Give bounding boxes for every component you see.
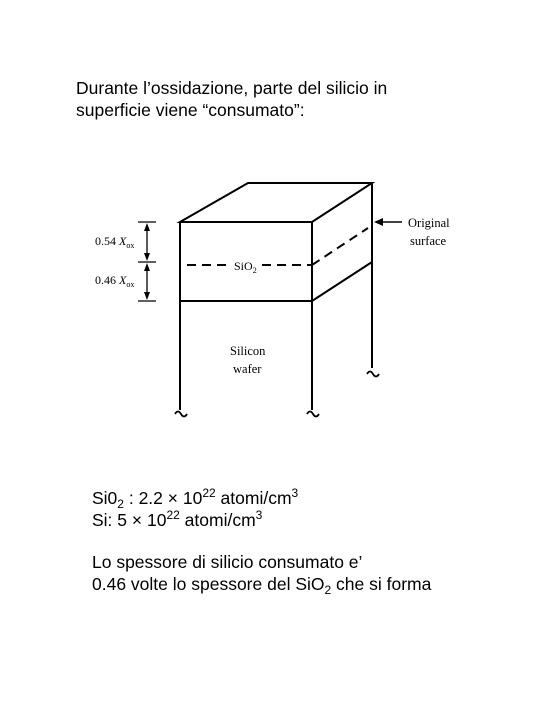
si-density: Si: $5 \times 10^{22}$ atomi/$cm^3$	[92, 508, 263, 530]
conclusion-text	[92, 551, 522, 595]
density-values	[92, 487, 512, 531]
side-interface	[312, 262, 372, 301]
sio2-density: $Si0_2$ : $2.2 \times 10^{22}$ atomi/$cm^3$	[92, 486, 299, 511]
sio2-label: SiO$_2$	[234, 259, 257, 275]
thickness-dimensions	[138, 222, 156, 301]
break-marks	[175, 372, 379, 417]
top-face	[180, 183, 372, 222]
break-mark-right	[367, 372, 379, 377]
break-mark-left	[175, 412, 187, 417]
original-surface-arrow	[374, 218, 402, 226]
intro-line-1: Durante l’ossidazione, parte del silicio in	[76, 78, 388, 98]
conclusion-line-1: Lo spessore di silicio consumato e’	[92, 552, 363, 572]
original-surface-label-1: Original	[408, 216, 450, 230]
silicon-wafer-label-1: Silicon	[230, 344, 266, 358]
silicon-wafer-label-2: wafer	[233, 362, 262, 376]
label-054-xox: 0.54 $X_{ox}$	[95, 234, 135, 250]
original-surface-line	[187, 228, 368, 265]
intro-line-2: superficie viene “consumato”:	[76, 100, 305, 120]
conclusion-line-2: 0.46 volte lo spessore del SiO$_2$ che si forma	[92, 574, 432, 597]
original-surface-label-2: surface	[410, 234, 447, 248]
label-046-xox: 0.46 $X_{ox}$	[95, 273, 135, 289]
block-outline	[180, 183, 372, 410]
break-mark-middle	[307, 412, 319, 417]
